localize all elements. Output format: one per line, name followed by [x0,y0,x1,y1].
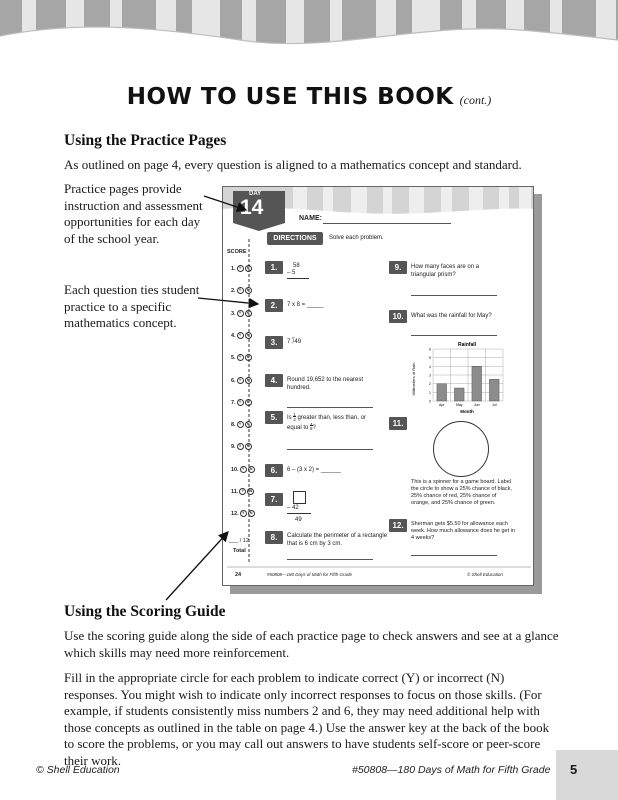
chart-y-tick: 2 [429,382,431,387]
q5-text-b: greater than, less than, or [297,415,366,422]
q7-result: 49 [295,517,302,523]
score-circle-yes[interactable]: Y [237,354,244,361]
q10-number: 10. [389,310,407,323]
q6-number: 6. [265,464,283,477]
q5-frac1-num: 1 [293,412,296,417]
score-row-label: 12. [231,511,239,518]
q2-number: 2. [265,299,283,312]
score-circle-no[interactable]: N [245,377,252,384]
score-row-label: 6. [231,377,236,384]
worksheet-footer-left: #50808—180 Days of Math for Fifth Grade [267,572,353,577]
score-circle-no[interactable]: N [245,443,252,450]
total-value: ___ / 12 [229,538,249,544]
score-circle-yes[interactable]: Y [239,488,246,495]
score-circle-yes[interactable]: Y [237,287,244,294]
score-circle-yes[interactable]: Y [237,421,244,428]
chart-y-tick: 0 [429,399,431,404]
score-row-label: 2. [231,288,236,295]
q8-text: Calculate the perimeter of a rectangle that is 6 cm by 3 cm. [287,533,388,547]
page-title-main: HOW TO USE THIS BOOK [126,84,454,110]
chart-y-tick: 4 [429,364,431,369]
score-circle-no[interactable]: N [245,399,252,406]
page-number-tab [556,750,618,800]
rainfall-chart-ylabel: Millimeters of Rain [411,362,416,396]
score-circle-no[interactable]: N [248,510,255,517]
q3-number: 3. [265,336,283,349]
chart-category-label: Jun [473,403,480,407]
note-practice-pages: Practice pages provide instruction and assessment opportunities for each day of the school year. [64,181,203,246]
scoring-paragraph-1: Use the scoring guide along the side of each practice page to check answers and see at a glance which skills may need more reinforcement. [64,628,559,660]
score-row-label: 11. [231,488,239,495]
score-circle-no[interactable]: N [248,466,255,473]
score-row-label: 9. [231,444,236,451]
practice-intro: As outlined on page 4, every question is aligned to a mathematics concept and standard. [64,157,522,172]
q11-number: 11. [389,417,407,430]
day-number: 14 [240,196,264,219]
q5-number: 5. [265,411,283,424]
score-circle-yes[interactable]: Y [237,377,244,384]
arrow-to-score-column [166,532,228,600]
chart-category-label: Apr [439,403,445,407]
score-circle-no[interactable]: N [245,421,252,428]
q1-bottom: – 5 [287,270,309,279]
score-row-label: 7. [231,399,236,406]
total-label: Total [233,548,246,554]
scoring-paragraph-2: Fill in the appropriate circle for each problem to indicate correct (Y) or incorrect (N) responses. You might wish to indicate only incorrect responses to focus on those skills. (For example, if students consistently miss numbers 2 and 6, they may need additional help with those concepts as outlined in the table on page 4.) Use the answer key at the back of the book to score the problems, or you may call out answers to have students self-score or peer-score their work. [64,670,550,768]
score-circle-yes[interactable]: Y [237,310,244,317]
score-row-label: 1. [231,265,236,272]
arrow-to-question [198,298,258,304]
score-circle-yes[interactable]: Y [237,443,244,450]
q12-number: 12. [389,519,407,532]
score-circle-no[interactable]: N [245,287,252,294]
scoring-heading: Using the Scoring Guide [64,603,226,620]
score-row-label: 4. [231,332,236,339]
chart-y-tick: 1 [429,390,431,395]
chart-category-label: Jul [492,403,497,407]
q5-frac1-den: 2 [293,416,296,422]
page-title-cont: (cont.) [459,93,492,107]
chart-y-tick: 5 [429,356,431,361]
rainfall-chart-title: Rainfall [457,342,477,348]
footer-publisher: © Shell Education [36,764,120,776]
q1-top: 58 [293,263,300,269]
q9-text: How many faces are on a triangular prism? [411,264,480,278]
practice-heading: Using the Practice Pages [64,132,227,149]
score-row-label: 10. [231,466,239,473]
q12-text: Sherman gets $5.50 for allowance each week. How much allowance does he get in 4 weeks? [411,521,515,541]
score-circle-yes[interactable]: Y [240,466,247,473]
q4-text: Round 19,652 to the nearest hundred. [287,377,364,391]
score-row-label: 8. [231,422,236,429]
score-circle-no[interactable]: N [245,265,252,272]
rainfall-chart-xlabel: Month [460,409,474,414]
score-circle-no[interactable]: N [247,488,254,495]
score-label: SCORE [227,249,247,255]
score-circle-no[interactable]: N [245,332,252,339]
q6-text: 6 – (3 x 2) = ______ [287,467,341,473]
chart-y-tick: 3 [429,373,431,378]
q5-frac2-num: 4 [310,421,313,427]
q4-number: 4. [265,374,283,387]
q9-number: 9. [389,261,407,274]
score-circle-yes[interactable]: Y [237,332,244,339]
q2-text: 7 x 8 = _____ [287,302,324,308]
q11-text: This is a spinner for a game board. Label the circle to show a 25% chance of black, 25% chance of red, 25% chance of orange, and 25% chance of green. [411,479,512,506]
footer-book-title: #50808—180 Days of Math for Fifth Grade [352,764,551,776]
q5-text-c: equal to [287,424,309,431]
q5-text-d: ? [312,424,316,431]
worksheet-page-number: 24 [235,572,242,578]
score-row-label: 5. [231,355,236,362]
directions-text: Solve each problem. [329,235,384,241]
score-circle-yes[interactable]: Y [237,399,244,406]
score-circle-yes[interactable]: Y [237,265,244,272]
q5-text-a: Is [287,415,292,422]
worksheet-footer-right: © Shell Education [467,572,503,577]
q3-text: 7 ⟌49 [287,339,302,345]
note-question-concept: Each question ties student practice to a specific mathematics concept. [64,282,200,330]
chart-y-tick: 6 [429,347,431,352]
directions-badge: DIRECTIONS [267,232,323,245]
q7-minus: – 42 [287,505,311,514]
score-circle-yes[interactable]: Y [240,510,247,517]
score-row-label: 3. [231,310,236,317]
arrow-to-day-badge [204,196,246,210]
q7-number: 7. [265,493,283,506]
q8-number: 8. [265,531,283,544]
q5-frac2-den: 8 [310,426,313,432]
score-circle-no[interactable]: N [245,310,252,317]
q10-text: What was the rainfall for May? [411,313,492,319]
page-number: 5 [570,762,578,777]
chart-category-label: May [455,403,463,407]
name-label: NAME: [299,215,322,222]
day-label: DAY [249,191,262,197]
score-circle-no[interactable]: N [245,354,252,361]
q1-number: 1. [265,261,283,274]
